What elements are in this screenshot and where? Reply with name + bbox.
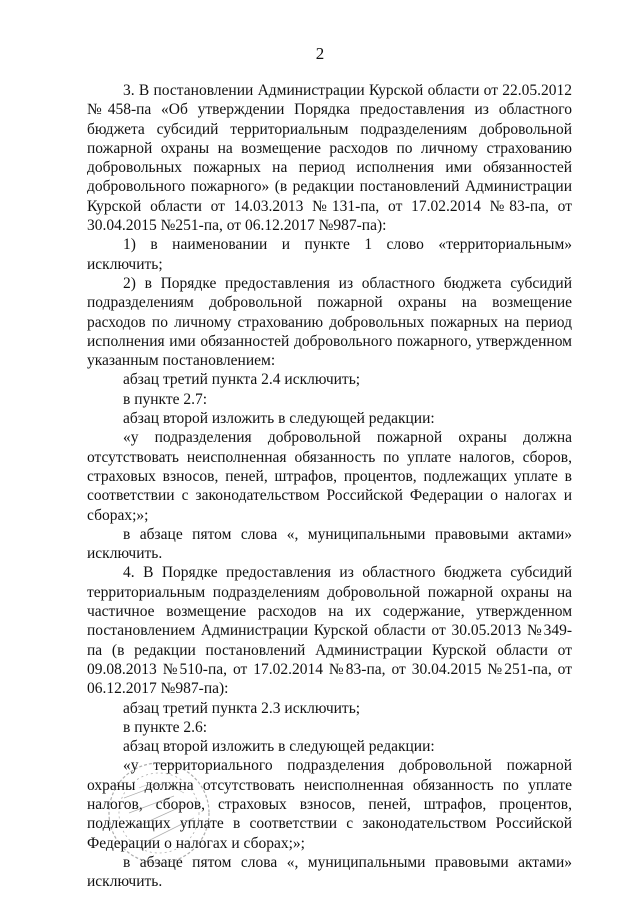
paragraph-text: в пункте 2.6: — [123, 718, 208, 736]
paragraph-text: абзац второй изложить в следующей редакции: — [123, 738, 435, 756]
paragraph-item-3: 3. В постановлении Администрации Курской области от 22.05.2012 №458-па «Об утверждении Порядка предоставления из областного бюджета субсидий территориальным подразделениям добровольной пожарной охраны на возмещение расходов по личному страхованию добровольных пожарных на период исполнения ими обязанностей добровольного пожарного» (в редакции постановлений Администрации Курской области от 14.03.2013 №131-па, от 17.02.2014 №83-па, от 30.04.2015 №251-па, от 06.12.2017 №987-па): — [87, 82, 572, 235]
quoted-paragraph: «у территориального подразделения добровольной пожарной охраны должна отсутствовать неисполненная обязанность по уплате налогов, сборов, страховых взносов, пеней, штрафов, процентов, подлежащих уплате в соответствии с законодательством Российской Федерации о налогах и сборах;»; — [87, 757, 572, 852]
document-body — [87, 81, 572, 891]
paragraph-text: в абзаце пятом слова «, муниципальными правовыми актами» исключить. — [87, 853, 572, 891]
subitem-1: 1) в наименовании и пункте 1 слово «территориальным» исключить; — [87, 236, 572, 273]
paragraph-text: абзац третий пункта 2.4 исключить; — [123, 371, 361, 389]
quoted-paragraph: «у подразделения добровольной пожарной охраны должна отсутствовать неисполненная обязанность по уплате налогов, сборов, страховых взносов, пеней, штрафов, процентов, подлежащих уплате в соответствии с законодательством Российской Федерации о налогах и сборах;»; — [87, 429, 572, 524]
paragraph-text: абзац третий пункта 2.3 исключить; — [123, 699, 361, 717]
subitem-2: 2) в Порядке предоставления из областного бюджета субсидий подразделениям добровольной пожарной охраны на возмещение расходов по личному страхованию добровольных пожарных на период исполнения ими обязанностей добровольного пожарного, утвержденном указанным постановлением: — [87, 274, 572, 370]
paragraph-text: в абзаце пятом слова «, муниципальными правовыми актами» исключить. — [87, 525, 572, 563]
paragraph-text: в пункте 2.7: — [123, 390, 208, 408]
paragraph-text: абзац второй изложить в следующей редакции: — [123, 410, 435, 428]
page-number: 2 — [315, 44, 325, 63]
paragraph-item-4: 4. В Порядке предоставления из областного бюджета субсидий территориальным подразделениям добровольной пожарной охраны на частичное возмещение расходов на их содержание, утвержденном постановлением Администрации Курской области от 30.05.2013 №349-па (в редакции постановлений Администрации Курской области от 09.08.2013 №510-па, от 17.02.2014 №83-па, от 30.04.2015 №251-па, от 06.12.2017 №987-па): — [87, 564, 572, 698]
